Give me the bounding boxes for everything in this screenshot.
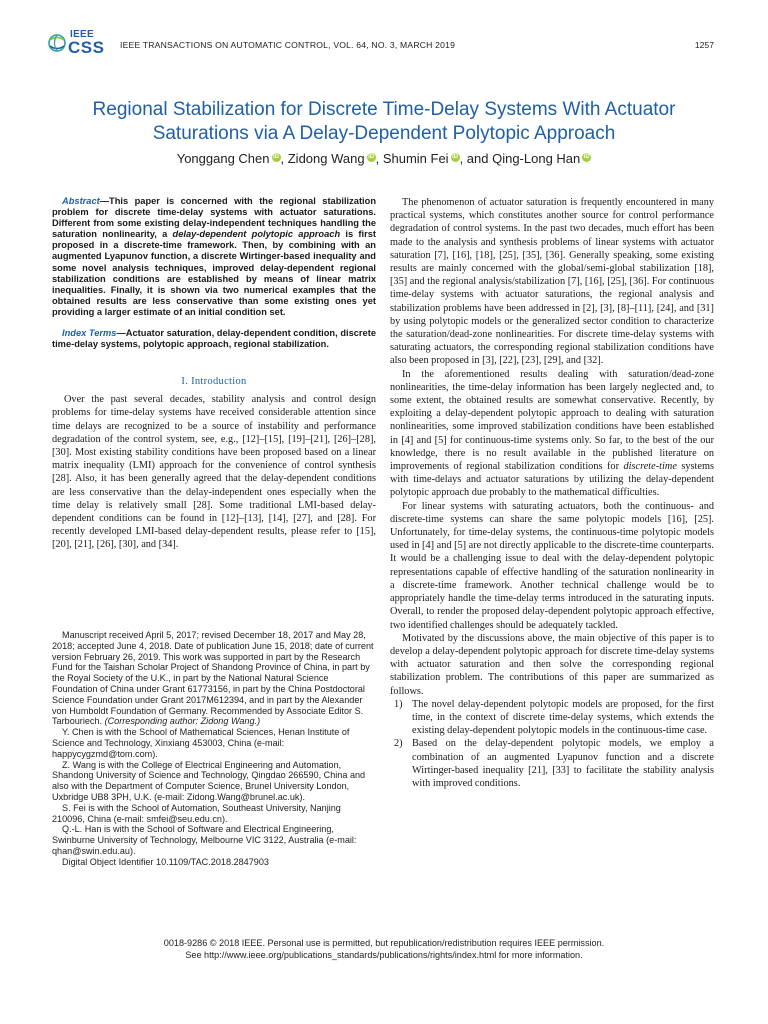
list-item-text: Based on the delay-dependent polytopic models, we employ a combination of an augmented Lyapunov function and a discrete Wirtinger-based inequality [21], [33] to facilitate the stability analysis with improved conditions.	[412, 738, 714, 789]
footnotes	[52, 630, 376, 868]
journal-name: IEEE TRANSACTIONS ON AUTOMATIC CONTROL, VOL. 64, NO. 3, MARCH 2019	[120, 40, 456, 50]
index-terms-text: —Actuator saturation, delay-dependent condition, discrete time-delay systems, polytopic approach, regional stabilization.	[52, 328, 376, 350]
page-header	[46, 26, 714, 60]
paragraph-actuator-saturation: The phenomenon of actuator saturation is frequently encountered in many practical systems, which constitutes another source for control performance degradation of control systems. In the past two decades, much effort has been made to the analysis and synthesis problems of linear systems with actuator saturation [7], [16], [18], [25], [35], [36]. Generally speaking, some existing results are mainly concerned with the global/semi-global stabilization [18], [35] and the regional analysis/stabilization [7], [16], [25], [36]. For continuous time-delay systems with actuator saturations, the regional analysis and stabilization problems have been addressed in [2], [3], [8]–[11], [24], and [31] by using polytopic models or the generalized sector condition to characterize the saturation/dead-zone nonlinearities. For discrete time-delay systems with saturating actuators, the corresponding regional stabilization conditions have also been proposed in [3], [22], [23], [29], and [32].	[390, 197, 714, 367]
title-line-1: Regional Stabilization for Discrete Time-Delay Systems With Actuator	[92, 99, 676, 120]
author-separator: ,	[280, 151, 288, 166]
list-item	[390, 737, 714, 790]
contributions-list	[390, 698, 714, 790]
footer-line-1: 0018-9286 © 2018 IEEE. Personal use is permitted, but republication/redistribution requires IEEE permission.	[163, 938, 605, 948]
list-item	[390, 698, 714, 738]
abstract	[52, 196, 376, 318]
orcid-icon[interactable]: iD	[452, 154, 459, 160]
copyright-footer	[40, 938, 728, 961]
title-line-2: Saturations via A Delay-Dependent Polytopic Approach	[152, 123, 616, 144]
globe-icon	[48, 34, 66, 52]
author-name[interactable]: Yonggang Chen	[176, 151, 270, 166]
author-list	[40, 151, 728, 166]
footnote-fei: S. Fei is with the School of Automation, Southeast University, Nanjing 210096, China (e-mail: smfei@seu.edu.cn).	[52, 802, 341, 824]
logo-css-text: CSS	[68, 38, 105, 57]
author-separator: , and	[459, 151, 493, 166]
footnote-received: Manuscript received April 5, 2017; revised December 18, 2017 and May 28, 2018; accepted June 4, 2018. Date of publication June 15, 2018; date of current version February 26, 2019. This work was supported in part by the Research Fund for the Taishan Scholar Project of Shandong Province of China, in part by the Royal Society of the U.K., in part by the National Natural Science Foundation of China under Grant 61773156, in part by the China Postdoctoral Science Foundation under Grant 2017M612394, and in part by the Alexander von Humboldt Foundation of Germany. Recommended by Associate Editor S. Tarbouriech. (Corresponding author: Zidong Wang.)	[52, 630, 374, 727]
left-column	[52, 196, 376, 552]
emphasis-discrete-time: discrete-time	[623, 461, 677, 473]
page-number: 1257	[694, 40, 714, 50]
abstract-text-a: —This paper is concerned with the regional stabilization problem for discrete time-delay systems with actuator saturations. Different from some existing delay-independent techniques handling the saturation nonlinearity, a	[52, 196, 376, 240]
abstract-label: Abstract	[62, 196, 100, 206]
footnote-corresponding: (Corresponding author: Zidong Wang.)	[104, 716, 261, 727]
list-item-number: 2)	[394, 738, 403, 750]
list-item-text: The novel delay-dependent polytopic models are proposed, for the first time, in the context of discrete time-delay systems, which extends the existing delay-dependent polytopic models in the continuous-time case.	[412, 698, 714, 737]
footnote-doi[interactable]: Digital Object Identifier 10.1109/TAC.2018.2847903	[62, 856, 269, 867]
logo-ieee-text: IEEE	[70, 29, 94, 40]
abstract-emphasis: delay-dependent polytopic approach	[172, 229, 341, 240]
right-column	[390, 196, 714, 790]
footnote-chen: Y. Chen is with the School of Mathematical Sciences, Henan Institute of Science and Technology, Xinxiang 453003, China (e-mail: happycygzmd@tom.com).	[52, 727, 350, 759]
paper-title	[40, 98, 728, 146]
footnote-wang: Z. Wang is with the College of Electrical Engineering and Automation, Shandong University of Science and Technology, Qingdao 266590, China and also with the Department of Computer Science, Brunel University London, Uxbridge UB8 3PH, U.K. (e-mail: Zidong.Wang@brunel.ac.uk).	[52, 759, 366, 802]
paragraph-linear-systems: For linear systems with saturating actuators, both the continuous- and discrete-time systems can share the same polytopic models [16], [25]. Unfortunately, for time-delay systems, the continuous-time polytopic models used in [4] and [5] are not directly applicable to the discrete-time counterparts. It would be a challenging issue to deal with the delay-dependent polytopic representations capable of effective handling of the saturation nonlinearity in a discrete-time framework. Another technical challenge would be to appropriately handle the time-delay terms introduced in the saturating inputs. Overall, to render the proposed delay-dependent polytopic approach effective, two identified challenges should be adequately tackled.	[390, 500, 714, 631]
index-terms	[52, 328, 376, 350]
footer-line-2[interactable]: See http://www.ieee.org/publications_standards/publications/rights/index.html for more information.	[185, 949, 583, 960]
footnote-han: Q.-L. Han is with the School of Software and Electrical Engineering, Swinburne University of Technology, Melbourne VIC 3122, Australia (e-mail: qhan@swin.edu.au).	[52, 824, 357, 856]
paragraph-aforementioned: In the aforementioned results dealing with saturation/dead-zone nonlinearities, the time-delay information has been largely neglected and, to some extent, the obtained results are somewhat conservative. Recently, by exploiting a delay-dependent polytopic approach to dealing with saturation nonlinearities, some improved stabilization conditions have been established in [4] and [5] for continuous-time systems only. So far, to the best of the our knowledge, there is no result available in the published literature on improvements of regional stabilization conditions for discrete-time systems with time-delays and actuator saturations by utilizing the delay-dependent polytopic approach due probably to the mathematical difficulties.	[390, 368, 715, 499]
author-separator: ,	[375, 151, 383, 166]
orcid-icon[interactable]: iD	[368, 154, 375, 160]
orcid-icon[interactable]: iD	[273, 154, 279, 160]
orcid-icon[interactable]: iD	[583, 154, 590, 160]
section-heading-introduction: I. Introduction	[181, 376, 247, 388]
list-item-number: 1)	[394, 698, 403, 710]
author-name[interactable]: Shumin Fei	[382, 151, 449, 166]
abstract-text-b: is first proposed in a discrete-time framework. Then, by combining with an augmented Lyapunov function, a discrete Wirtinger-based inequality and some novel analysis techniques, improved delay-dependent regional stabilization conditions are established by means of linear matrix inequalities. Finally, it is shown via two numerical examples that the obtained results are less conservative than some existing ones yet providing a larger estimate of an initial condition set.	[52, 229, 376, 317]
paragraph-motivation: Motivated by the discussions above, the main objective of this paper is to develop a delay-dependent polytopic approach for discrete time-delay systems with actuator saturation and then solve the corresponding regional stabilization problem. The contributions of this paper are summarized as follows.	[390, 632, 714, 697]
ieee-css-logo	[48, 28, 108, 58]
index-terms-label: Index Terms	[62, 328, 117, 339]
author-name[interactable]: Qing-Long Han	[492, 151, 581, 166]
author-name[interactable]: Zidong Wang	[287, 151, 365, 166]
intro-paragraph: Over the past several decades, stability analysis and control design problems for time-delay systems have received considerable attention since time delays are recognized to be a source of instability and performance degradation of the control system, see, e.g., [12]–[15], [19]–[21], [26]–[28], [30]. Most existing stability conditions have been proposed based on a linear matrix inequality (LMI) approach for the convenience of control synthesis [28]. Also, it has been generally agreed that the delay-dependent conditions are less conservative than the delay-independent ones especially when the time delay is relatively small [28]. Some traditional LMI-based delay-dependent conditions can be found in [12]–[13], [14], [27], and [28]. For recently developed LMI-based delay-dependent results, please refer to [15], [20], [21], [26], [30], and [34].	[52, 394, 376, 551]
